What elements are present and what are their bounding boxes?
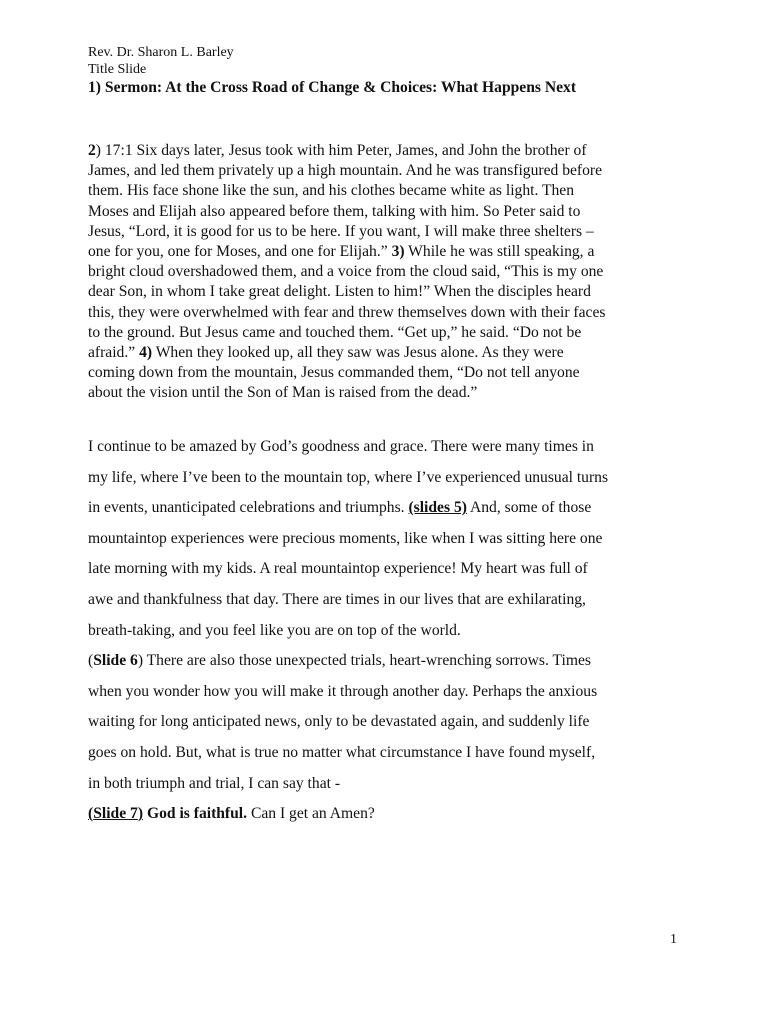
author-name: Rev. Dr. Sharon L. Barley <box>88 45 234 60</box>
scripture-line: about the vision until the Son of Man is raised from the dead.” <box>88 384 478 402</box>
slide-marker: (Slide 7) <box>88 805 144 823</box>
title-text: Sermon: At the Cross Road of Change & Choices: What Happens Next <box>101 79 577 96</box>
emphasis-text: God is faithful. <box>146 805 248 823</box>
slide-label: Title Slide <box>88 62 147 77</box>
document-header <box>88 44 688 98</box>
scripture-line: one for you, one for Moses, and one for Elijah.” 3) While he was still speaking, a <box>88 243 595 261</box>
sermon-line: (Slide 6) There are also those unexpected trials, heart-wrenching sorrows. Times <box>88 652 591 670</box>
sermon-line: in both triumph and trial, I can say that - <box>88 774 341 792</box>
sermon-line: late morning with my kids. A real mountaintop experience! My heart was full of <box>88 560 588 578</box>
slide-marker: 2 <box>88 142 96 159</box>
scripture-line: dear Son, in whom I take great delight. Listen to him!” When the disciples heard <box>88 283 591 301</box>
scripture-passage <box>88 141 694 404</box>
sermon-title <box>88 78 688 98</box>
sermon-line: waiting for long anticipated news, only to be devastated again, and suddenly life <box>88 713 590 731</box>
scripture-line: bright cloud overshadowed them, and a voice from the cloud said, “This is my one <box>88 263 604 281</box>
scripture-line: Jesus, “Lord, it is good for us to be here. If you want, I will make three shelters – <box>88 222 594 240</box>
scripture-line: them. His face shone like the sun, and his clothes became white as light. Then <box>88 182 575 200</box>
title-number: 1) <box>88 79 101 96</box>
sermon-line: awe and thankfulness that day. There are times in our lives that are exhilarating, <box>88 590 586 608</box>
sermon-body <box>88 432 694 830</box>
sermon-line: my life, where I’ve been to the mountain top, where I’ve experienced unusual turns <box>88 468 609 486</box>
sermon-line: when you wonder how you will make it through another day. Perhaps the anxious <box>88 682 598 700</box>
sermon-line: breath-taking, and you feel like you are on top of the world. <box>88 621 461 639</box>
scripture-line: coming down from the mountain, Jesus commanded them, “Do not tell anyone <box>88 364 580 382</box>
sermon-line: in events, unanticipated celebrations and triumphs. (slides 5) And, some of those <box>88 499 592 517</box>
scripture-line: to the ground. But Jesus came and touched them. “Get up,” he said. “Do not be <box>88 323 582 341</box>
page-number: 1 <box>670 932 677 947</box>
scripture-line: afraid.” 4) When they looked up, all they saw was Jesus alone. As they were <box>88 344 564 362</box>
scripture-line: James, and led them privately up a high mountain. And he was transfigured before <box>88 162 603 180</box>
slide-marker: 4) <box>139 344 153 362</box>
sermon-line: goes on hold. But, what is true no matter what circumstance I have found myself, <box>88 743 596 761</box>
slide-marker: (slides 5) <box>408 499 467 517</box>
slide-marker: Slide 6 <box>93 652 138 670</box>
scripture-line: this, they were overwhelmed with fear and threw themselves down with their faces <box>88 303 606 321</box>
scripture-line: 2) 17:1 Six days later, Jesus took with him Peter, James, and John the brother of <box>88 142 587 159</box>
sermon-line: (Slide 7) God is faithful. Can I get an Amen? <box>88 805 375 823</box>
slide-marker: 3) <box>391 243 405 261</box>
scripture-line: Moses and Elijah also appeared before them, talking with him. So Peter said to <box>88 202 581 220</box>
sermon-line: I continue to be amazed by God’s goodness and grace. There were many times in <box>88 438 594 455</box>
sermon-line: mountaintop experiences were precious moments, like when I was sitting here one <box>88 529 603 547</box>
